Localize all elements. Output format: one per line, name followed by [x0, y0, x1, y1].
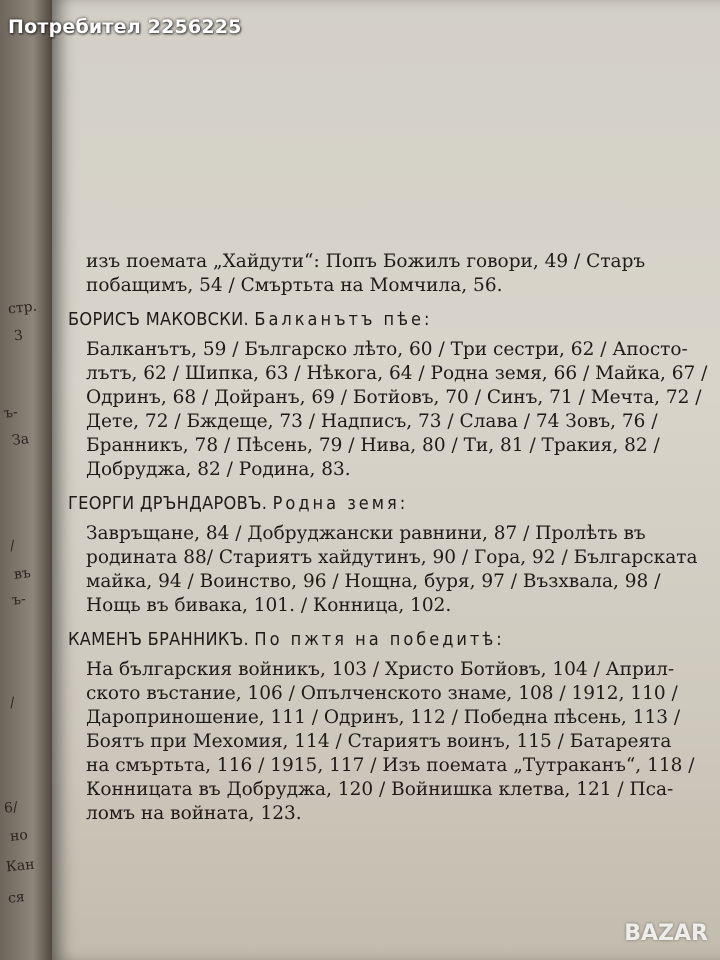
margin-fragment: Кан: [5, 856, 36, 876]
book-page: [52, 0, 720, 960]
margin-fragment: ъ-: [11, 591, 27, 609]
section-makovski: [68, 308, 712, 482]
text-line: Бранникъ, 78 / Пѣсень, 79 / Нива, 80 / Ти, 81 / Тракия, 82 /: [86, 435, 660, 456]
text-line: Балканътъ, 59 / Българско лѣто, 60 / Три сестри, 62 / Апосто-: [86, 339, 688, 360]
section-heading: [68, 308, 712, 332]
user-watermark: Потребител 2256225: [8, 16, 242, 38]
section-drandarov: [68, 492, 712, 618]
margin-fragment: 3: [13, 327, 24, 345]
adjacent-page-edge: [0, 0, 60, 960]
section-title: Балканътъ пѣе:: [254, 309, 433, 330]
text-line: изъ поемата „Хайдути“: Попъ Божилъ говори, 49 / Старъ: [86, 251, 646, 272]
margin-fragment: За: [11, 431, 30, 449]
section-author: КАМЕНЪ БРАННИКЪ.: [68, 629, 249, 650]
text-line: На българския войникъ, 103 / Христо Ботйовъ, 104 / Април-: [86, 659, 675, 680]
text-line: Добруджа, 82 / Родина, 83.: [86, 459, 351, 480]
section-title: Родна земя:: [272, 493, 409, 514]
margin-fragment: 6/: [3, 799, 19, 817]
section-brannik: [68, 628, 712, 826]
text-line: Нощь въ бивака, 101. / Конница, 102.: [86, 595, 452, 616]
site-logo: BAZAR: [624, 921, 708, 946]
margin-fragment: въ: [13, 565, 32, 583]
margin-fragment: /: [9, 537, 16, 555]
table-of-contents: [68, 250, 712, 836]
section-author: ГЕОРГИ ДРЪНДАРОВЪ.: [68, 493, 268, 514]
text-line: побащимъ, 54 / Смъртьта на Момчила, 56.: [86, 275, 503, 296]
text-line: Конницата въ Добруджа, 120 / Войнишка клетва, 121 / Пса-: [86, 779, 674, 800]
intro-entry: [72, 250, 712, 298]
text-line: на смъртьта, 116 / 1915, 117 / Изъ поемата „Тутраканъ“, 118 /: [86, 755, 695, 776]
margin-fragment: ся: [7, 889, 26, 907]
text-line: лътъ, 62 / Шипка, 63 / Нѣкога, 64 / Родна земя, 66 / Майка, 67 /: [86, 363, 708, 384]
margin-fragment: стр.: [7, 298, 38, 318]
text-line: ското въстание, 106 / Опълченското знаме, 108 / 1912, 110 /: [86, 683, 678, 704]
text-line: родината 88/ Стариятъ хайдутинъ, 90 / Гора, 92 / Българската: [86, 547, 698, 568]
text-line: Дете, 72 / Бждеще, 73 / Надписъ, 73 / Слава / 74 Зовъ, 76 /: [86, 411, 658, 432]
text-line: Завръщане, 84 / Добруджански равнини, 87 / Пролѣть въ: [86, 523, 646, 544]
text-line: Дароприношение, 111 / Одринъ, 112 / Победна пѣсень, 113 /: [86, 707, 681, 728]
margin-fragment: /: [9, 694, 16, 712]
margin-fragment: ъ-: [3, 404, 19, 422]
text-line: майка, 94 / Воинство, 96 / Нощна, буря, 97 / Възхвала, 98 /: [86, 571, 661, 592]
text-line: Боятъ при Мехомия, 114 / Стариятъ воинъ, 115 / Батареята: [86, 731, 672, 752]
section-author: БОРИСЪ МАКОВСКИ.: [68, 309, 249, 330]
text-line: ломъ на войната, 123.: [86, 803, 302, 824]
text-line: Одринъ, 68 / Дойранъ, 69 / Ботйовъ, 70 / Синъ, 71 / Мечта, 72 /: [86, 387, 702, 408]
margin-fragment: но: [9, 827, 29, 845]
section-heading: [68, 492, 712, 516]
section-heading: [68, 628, 712, 652]
section-title: По пжтя на победитѣ:: [254, 629, 505, 650]
